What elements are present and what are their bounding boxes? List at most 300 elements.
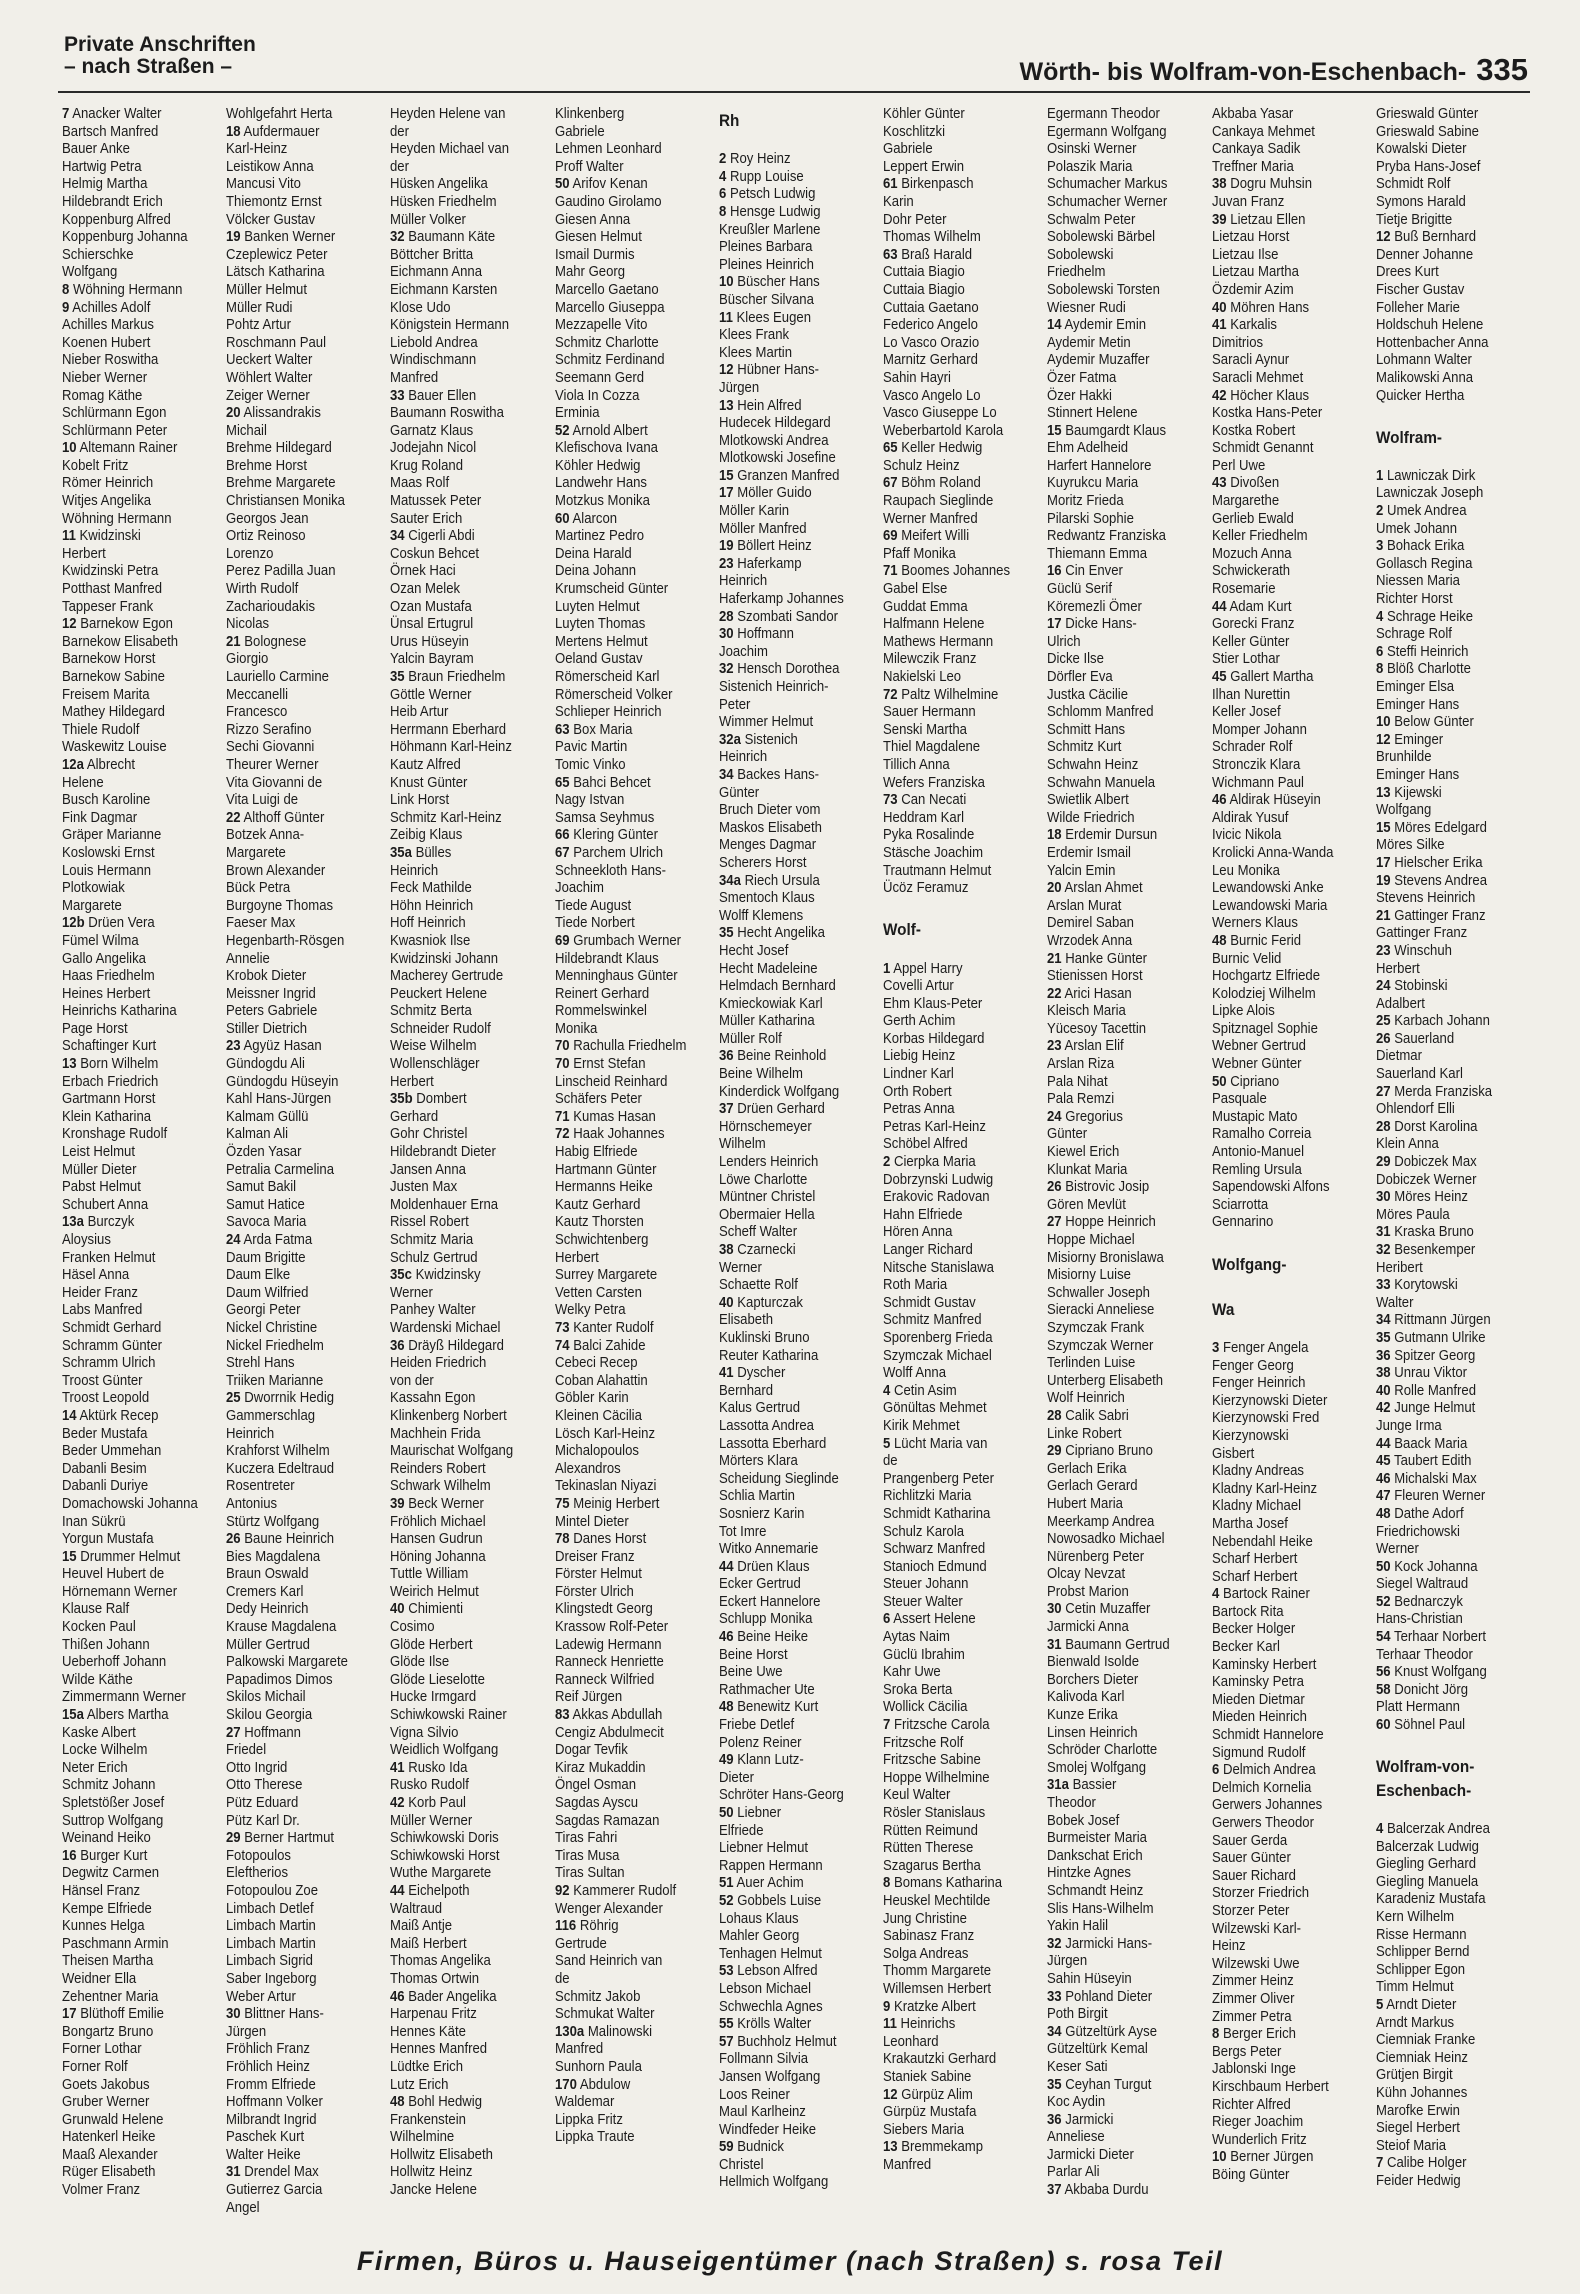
footer-banner: Firmen, Büros u. Hauseigentümer (nach Straßen) s. rosa Teil <box>356 2246 1224 2276</box>
directory-entry: Hochgartz Elfriede <box>1211 968 1320 985</box>
directory-entry: Thißen Johann <box>62 1636 150 1653</box>
directory-entry: Swietlik Albert <box>1047 792 1130 809</box>
directory-entry: 30 Blittner Hans- <box>226 2006 325 2023</box>
directory-entry: Giorgio <box>226 651 269 668</box>
directory-entry: Redwantz Franziska <box>1047 528 1167 545</box>
directory-entry: Ohlendorf Elli <box>1375 1101 1455 1118</box>
directory-entry: Brehme Margarete <box>226 475 336 492</box>
directory-entry: Hören Anna <box>883 1224 953 1241</box>
directory-entry: Hecht Josef <box>718 942 789 959</box>
directory-entry: Glöde Ilse <box>390 1654 450 1671</box>
directory-entry: 71 Boomes Johannes <box>883 563 1011 580</box>
directory-entry: 8 Wöhning Hermann <box>62 281 183 298</box>
house-number: 44 <box>718 1558 734 1575</box>
directory-entry: Gerhard <box>390 1108 439 1125</box>
directory-entry: 6 Petsch Ludwig <box>718 186 816 203</box>
directory-entry: 6 Assert Helene <box>883 1611 976 1628</box>
directory-entry: Müller Katharina <box>718 1013 815 1030</box>
directory-entry: Lohaus Klaus <box>718 1910 799 1927</box>
house-number: 13 <box>62 1056 77 1073</box>
directory-entry: Harpenau Fritz <box>390 2006 478 2023</box>
directory-entry: Friedhelm <box>1047 264 1106 281</box>
directory-entry: Sahin Hayri <box>883 369 952 386</box>
directory-entry: Rizzo Serafino <box>226 721 312 738</box>
directory-entry: Sauer Gerda <box>1211 1832 1287 1849</box>
directory-entry: 15 Baumgardt Klaus <box>1047 422 1167 439</box>
directory-entry: Milewczik Franz <box>883 651 977 668</box>
directory-entry: Windfeder Heike <box>718 2121 816 2138</box>
directory-entry: Peter <box>718 696 751 713</box>
directory-entry: Risse Hermann <box>1375 1926 1467 1943</box>
directory-entry: Czeplewicz Peter <box>226 246 328 263</box>
directory-entry: Heib Artur <box>390 704 449 721</box>
directory-entry: Wilde Käthe <box>62 1671 133 1688</box>
directory-entry: Scheff Walter <box>718 1224 797 1241</box>
directory-entry: Wichmann Paul <box>1211 774 1304 791</box>
directory-entry: Samut Hatice <box>226 1196 306 1213</box>
directory-entry: 52 Gobbels Luise <box>718 1892 822 1909</box>
directory-entry: Schöbel Alfred <box>883 1136 968 1153</box>
directory-entry: Busch Karoline <box>62 792 151 809</box>
directory-entry: Orth Robert <box>883 1083 952 1100</box>
page-number: 335 <box>1476 52 1528 87</box>
directory-entry: Fröhlich Franz <box>226 2041 311 2058</box>
directory-entry: Heinrich <box>226 1425 275 1442</box>
directory-entry: Zeiger Werner <box>226 387 310 404</box>
directory-entry: 57 Buchholz Helmut <box>718 2033 837 2050</box>
house-number: 16 <box>62 1847 77 1864</box>
house-number: 22 <box>1047 985 1062 1002</box>
directory-entry: Weber Artur <box>226 1988 297 2005</box>
directory-entry: 17 Möller Guido <box>718 485 812 502</box>
directory-entry: Antonius <box>226 1495 278 1512</box>
directory-entry: Jablonski Inge <box>1211 2061 1296 2078</box>
directory-entry: Schubert Anna <box>62 1196 149 1213</box>
directory-entry: Luyten Helmut <box>554 598 640 615</box>
directory-entry: Lietzau Martha <box>1211 264 1299 281</box>
directory-entry: Helmdach Bernhard <box>718 978 836 995</box>
directory-entry: Koenen Hubert <box>62 334 151 351</box>
directory-entry: 24 Gregorius <box>1047 1108 1124 1125</box>
house-number: 28 <box>718 608 734 625</box>
spacer <box>719 134 860 152</box>
house-number: 18 <box>1047 827 1062 844</box>
directory-entry: Herbert <box>62 545 106 562</box>
directory-entry: Königstein Hermann <box>390 317 510 334</box>
directory-entry: Ciemniak Franke <box>1375 2032 1476 2049</box>
directory-entry: Theodor <box>1047 1795 1097 1811</box>
directory-entry: 22 Arici Hasan <box>1047 985 1133 1002</box>
house-number: 67 <box>554 844 570 861</box>
directory-entry: Forner Rolf <box>62 2058 128 2075</box>
directory-entry: Sauter Erich <box>390 510 463 527</box>
directory-entry: 63 Box Maria <box>554 721 633 738</box>
directory-entry: Günter <box>1047 1126 1088 1143</box>
directory-entry: Pabst Helmut <box>62 1179 141 1196</box>
directory-entry: Brehme Hildegard <box>226 440 333 457</box>
directory-entry: Page Horst <box>62 1020 128 1037</box>
directory-entry: Akbaba Yasar <box>1211 106 1293 122</box>
house-number: 52 <box>554 422 570 439</box>
directory-entry: 40 Möhren Hans <box>1211 299 1309 316</box>
directory-entry: 46 Beine Heike <box>718 1629 808 1646</box>
house-number: 18 <box>226 123 241 140</box>
directory-entry: 36 Beine Reinhold <box>718 1048 827 1065</box>
directory-entry: Deina Harald <box>554 545 632 562</box>
directory-entry: 170 Abdulow <box>554 2076 630 2093</box>
house-number: 3 <box>1375 538 1384 555</box>
directory-entry: Stanioch Edmund <box>883 1558 987 1575</box>
directory-entry: 21 Hanke Günter <box>1047 950 1148 967</box>
directory-entry: 50 Cipriano <box>1211 1073 1279 1090</box>
directory-entry: Ozan Melek <box>390 581 461 598</box>
directory-entry: Denner Johanne <box>1375 246 1473 263</box>
directory-entry: Covelli Artur <box>883 978 954 995</box>
directory-entry: Zimmer Petra <box>1211 2008 1292 2025</box>
directory-entry: Schmitz Karl-Heinz <box>390 809 503 826</box>
directory-entry: Kempe Elfriede <box>62 1900 152 1917</box>
house-number: 13 <box>1375 784 1391 801</box>
directory-entry: Beine Uwe <box>718 1664 783 1681</box>
directory-entry: 29 Cipriano Bruno <box>1047 1443 1154 1460</box>
directory-entry: Klein Katharina <box>62 1108 152 1125</box>
directory-entry: 12 Buß Bernhard <box>1375 229 1476 246</box>
directory-entry: Wenger Alexander <box>554 1900 663 1917</box>
directory-entry: Keller Günter <box>1211 633 1289 650</box>
directory-entry: 7 Fritzsche Carola <box>883 1717 990 1734</box>
directory-entry: Schwark Wilhelm <box>390 1478 492 1495</box>
directory-entry: Köhler Hedwig <box>554 457 641 474</box>
directory-entry: Thiele Rudolf <box>62 721 140 738</box>
directory-entry: Landwehr Hans <box>554 475 647 492</box>
directory-entry: Heyden Helene van <box>390 106 506 122</box>
house-number: 4 <box>883 1382 891 1399</box>
directory-entry: Müller Rolf <box>718 1030 782 1047</box>
directory-entry: Parlar Ali <box>1047 2164 1100 2181</box>
directory-entry: Egermann Wolfgang <box>1047 123 1167 140</box>
directory-entry: 47 Fleuren Werner <box>1375 1488 1486 1505</box>
directory-entry: Lo Vasco Orazio <box>883 334 980 351</box>
directory-entry: 9 Achilles Adolf <box>62 299 151 316</box>
directory-entry: Wolff Klemens <box>718 907 804 924</box>
directory-entry: Özer Fatma <box>1047 369 1117 386</box>
house-number: 48 <box>718 1699 734 1716</box>
directory-entry: Harfert Hannelore <box>1047 457 1152 474</box>
directory-entry: 1 Appel Harry <box>883 960 963 977</box>
house-number: 6 <box>1375 643 1384 660</box>
spacer <box>1376 1803 1517 1821</box>
directory-entry: Karin <box>883 193 914 210</box>
directory-entry: 52 Bednarczyk <box>1375 1593 1463 1610</box>
house-number: 41 <box>390 1759 406 1776</box>
directory-entry: 35 Hecht Angelika <box>718 925 825 942</box>
directory-entry: Kwidzinski Petra <box>62 563 159 580</box>
directory-entry: Surrey Margarete <box>554 1267 657 1284</box>
directory-entry: Schulz Heinz <box>883 457 960 474</box>
directory-entry: Rommelswinkel <box>554 1003 647 1020</box>
directory-entry: Kleisch Maria <box>1047 1003 1127 1020</box>
directory-entry: Ranneck Wilfried <box>554 1671 654 1688</box>
directory-entry: Wöhlert Walter <box>226 369 313 386</box>
directory-entry: Hennes Käte <box>390 2023 467 2040</box>
directory-entry: Giesen Helmut <box>554 229 642 246</box>
house-number: 1 <box>1375 467 1384 484</box>
directory-entry: 35 Braun Friedhelm <box>390 669 506 685</box>
directory-entry: Böttcher Britta <box>390 246 474 263</box>
spacer <box>1212 1232 1353 1250</box>
directory-entry: Thomm Margarete <box>883 1963 992 1980</box>
house-number: 53 <box>718 1963 734 1980</box>
directory-entry: Herbert <box>1375 960 1420 977</box>
directory-entry: Sunhorn Paula <box>554 2058 642 2075</box>
directory-entry: Adalbert <box>1375 995 1425 1012</box>
directory-entry: Dohr Peter <box>883 211 947 228</box>
directory-entry: Kalivoda Karl <box>1047 1689 1125 1706</box>
directory-entry: Ortiz Reinoso <box>226 528 306 545</box>
directory-entry: Gören Mevlüt <box>1047 1196 1127 1213</box>
directory-entry: Dogar Tevfik <box>554 1742 628 1759</box>
directory-entry: Schierschke <box>62 246 134 263</box>
directory-entry: Polaszik Maria <box>1047 158 1133 175</box>
directory-entry: Schmitz Kurt <box>1047 739 1122 756</box>
directory-column <box>883 106 1024 2224</box>
directory-entry: 20 Alissandrakis <box>226 405 322 422</box>
directory-entry: Follmann Silvia <box>718 2051 808 2068</box>
directory-entry: 12 Barnekow Egon <box>62 616 173 633</box>
directory-entry: Kalmam Güllü <box>226 1108 309 1125</box>
directory-entry: Bienwald Isolde <box>1047 1654 1140 1671</box>
directory-entry: Degwitz Carmen <box>62 1865 160 1882</box>
house-number: 28 <box>1375 1118 1391 1135</box>
directory-entry: 21 Bolognese <box>226 633 307 650</box>
directory-entry: Pavic Martin <box>554 739 627 756</box>
directory-entry: Margarethe <box>1211 493 1279 510</box>
directory-entry: Schumacher Werner <box>1047 193 1168 210</box>
directory-entry: Hörnemann Werner <box>62 1583 178 1600</box>
directory-entry: Wrzodek Anna <box>1047 932 1133 949</box>
directory-entry: Mieden Dietmar <box>1211 1691 1305 1708</box>
directory-entry: Schlürmann Egon <box>62 405 167 422</box>
directory-entry: Giegling Gerhard <box>1375 1856 1476 1873</box>
directory-entry: Gammerschlag <box>226 1407 316 1424</box>
directory-entry: 72 Haak Johannes <box>554 1126 665 1143</box>
directory-entry: Mahr Georg <box>554 264 625 281</box>
directory-entry: Rosentreter <box>226 1478 295 1495</box>
house-number: 23 <box>718 555 734 572</box>
directory-entry: Gündogdu Hüseyin <box>226 1073 339 1090</box>
directory-entry: Lohmann Walter <box>1375 352 1472 369</box>
directory-entry: 16 Burger Kurt <box>62 1847 148 1864</box>
directory-entry: Ilhan Nurettin <box>1211 686 1290 703</box>
directory-entry: Römer Heinrich <box>62 475 154 492</box>
directory-entry: Scharf Herbert <box>1211 1568 1297 1585</box>
directory-entry: Schulz Gertrud <box>390 1249 479 1266</box>
directory-entry: 13a Burczyk <box>62 1214 135 1231</box>
house-number: 34 <box>1047 2023 1062 2040</box>
directory-entry: 42 Junge Helmut <box>1375 1400 1476 1417</box>
directory-entry: 35a Bülles <box>390 844 452 861</box>
house-number: 41 <box>1211 317 1227 334</box>
directory-entry: Staniek Sabine <box>883 2068 972 2085</box>
directory-entry: Seemann Gerd <box>554 369 644 386</box>
directory-entry: Hoffmann Volker <box>226 2094 324 2111</box>
directory-entry: Egermann Theodor <box>1047 106 1161 122</box>
directory-entry: Thomas Angelika <box>390 1953 492 1970</box>
directory-entry: 48 Burnic Ferid <box>1211 932 1301 949</box>
directory-entry: Arslan Riza <box>1047 1056 1115 1073</box>
house-number: 11 <box>718 309 733 326</box>
directory-entry: 15 Granzen Manfred <box>718 467 840 484</box>
directory-entry: Siegel Herbert <box>1375 2120 1460 2137</box>
directory-entry: 10 Büscher Hans <box>718 274 820 291</box>
directory-entry: der <box>390 123 410 140</box>
directory-entry: Brehme Horst <box>226 457 308 474</box>
house-number: 35a <box>390 844 413 861</box>
house-number: 7 <box>62 106 70 122</box>
directory-entry: Koppenburg Johanna <box>62 229 188 246</box>
house-number: 42 <box>390 1795 406 1811</box>
directory-entry: Schwarz Manfred <box>883 1541 986 1558</box>
directory-entry: Eleftherios <box>226 1865 289 1882</box>
directory-entry: Tomic Vinko <box>554 756 626 773</box>
directory-entry: Ozan Mustafa <box>390 598 473 615</box>
directory-entry: Völcker Gustav <box>226 211 316 228</box>
directory-entry: Keul Walter <box>883 1787 951 1804</box>
house-number: 21 <box>1375 907 1391 924</box>
directory-entry: Becker Holger <box>1211 1621 1295 1638</box>
directory-entry: Heinz <box>1211 1938 1246 1955</box>
directory-entry: 43 Divoßen <box>1211 475 1279 492</box>
house-number: 24 <box>226 1232 241 1248</box>
directory-entry: Eminger Hans <box>1375 766 1459 783</box>
directory-entry: Ranneck Henriette <box>554 1654 664 1671</box>
directory-entry: Lüdtke Erich <box>390 2058 464 2075</box>
directory-entry: Stiller Dietrich <box>226 1020 308 1037</box>
directory-entry: Jürgen <box>1047 1953 1088 1970</box>
directory-entry: 74 Balci Zahide <box>554 1337 646 1354</box>
directory-entry: Faeser Max <box>226 915 296 932</box>
directory-entry: 29 Dobiczek Max <box>1375 1154 1477 1171</box>
directory-entry: Fröhlich Michael <box>390 1513 487 1530</box>
directory-entry: Vita Giovanni de <box>226 774 323 791</box>
directory-entry: Bauer Anke <box>62 141 130 158</box>
directory-entry: Mlotkowski Andrea <box>718 432 829 449</box>
directory-entry: 55 Krölls Walter <box>718 2016 812 2033</box>
directory-entry: 49 Klann Lutz- <box>718 1752 804 1769</box>
directory-entry: Maurischat Wolfgang <box>390 1443 514 1460</box>
directory-entry: Rathmacher Ute <box>718 1681 815 1698</box>
house-number: 46 <box>1375 1470 1391 1487</box>
house-number: 40 <box>1211 299 1227 316</box>
house-number: 30 <box>718 626 734 643</box>
house-number: 70 <box>554 1056 570 1073</box>
directory-entry: Kiraz Mukaddin <box>554 1759 646 1776</box>
directory-entry: Gisbert <box>1211 1445 1254 1462</box>
directory-entry: Kocken Paul <box>62 1619 136 1636</box>
directory-entry: Wirth Rudolf <box>226 581 299 598</box>
directory-entry: Dobiczek Werner <box>1375 1171 1477 1188</box>
directory-entry: Kierzynowski <box>1211 1427 1289 1444</box>
directory-entry: Mahler Georg <box>718 1928 800 1945</box>
directory-entry: Schwahn Manuela <box>1047 774 1156 791</box>
directory-entry: Otto Ingrid <box>226 1759 288 1776</box>
house-number: 1 <box>883 960 891 977</box>
directory-entry: 71 Kumas Hasan <box>554 1108 656 1125</box>
directory-entry: Höning Johanna <box>390 1548 487 1565</box>
directory-entry: Erbach Friedrich <box>62 1073 159 1090</box>
directory-entry: 13 Kijewski <box>1375 784 1442 801</box>
directory-entry: 72 Paltz Wilhelmine <box>883 686 999 703</box>
directory-entry: Rösler Stanislaus <box>883 1805 986 1821</box>
spacer <box>1376 450 1517 468</box>
page-header-right <box>1019 52 1528 88</box>
directory-entry: Sand Heinrich van <box>554 1953 662 1970</box>
directory-entry: Ciemniak Heinz <box>1375 2049 1468 2066</box>
directory-entry: Tillich Anna <box>883 756 950 773</box>
house-number: 24 <box>1047 1108 1062 1125</box>
directory-entry: Lietzau Ilse <box>1211 246 1278 263</box>
directory-entry: Labs Manfred <box>62 1302 143 1319</box>
directory-entry: Angel <box>226 2199 260 2216</box>
directory-entry: Schaftinger Kurt <box>62 1038 157 1055</box>
directory-columns <box>62 106 1532 2224</box>
directory-entry: Kaske Albert <box>62 1724 136 1741</box>
directory-entry: Yalcin Bayram <box>390 651 475 668</box>
directory-entry: Schmidt Gerhard <box>62 1319 162 1336</box>
directory-entry: 34 Gützeltürk Ayse <box>1047 2023 1158 2040</box>
house-number: 12 <box>718 362 734 379</box>
directory-entry: Moritz Frieda <box>1047 493 1124 510</box>
directory-entry: Jung Christine <box>883 1910 968 1927</box>
directory-entry: Joachim <box>718 643 768 660</box>
house-number: 29 <box>226 1830 241 1847</box>
house-number: 48 <box>1375 1505 1391 1522</box>
directory-entry: 12 Eminger <box>1375 731 1443 748</box>
directory-entry: 19 Stevens Andrea <box>1375 872 1487 889</box>
directory-entry: Hansen Gudrun <box>390 1531 484 1548</box>
directory-entry: Ücöz Feramuz <box>883 880 969 897</box>
directory-entry: Tietje Brigitte <box>1375 211 1452 228</box>
house-number: 13 <box>718 397 734 414</box>
directory-entry: Oeland Gustav <box>554 651 643 668</box>
directory-entry: Justka Cäcilie <box>1047 686 1129 703</box>
house-number: 11 <box>883 2016 898 2033</box>
directory-entry: Matussek Peter <box>390 493 482 510</box>
directory-entry: 17 Blüthoff Emilie <box>62 2006 164 2023</box>
directory-entry: Panhey Walter <box>390 1302 477 1319</box>
directory-entry: 22 Althoff Günter <box>226 809 325 826</box>
directory-entry: 19 Böllert Heinz <box>718 538 812 555</box>
directory-entry: Mozuch Anna <box>1211 545 1292 562</box>
directory-entry: Lewandowski Anke <box>1211 880 1324 897</box>
directory-entry: 18 Aufdermauer <box>226 123 320 140</box>
directory-entry: Schlipper Bernd <box>1375 1944 1470 1961</box>
directory-entry: Kahl Hans-Jürgen <box>226 1091 332 1108</box>
directory-entry: Obermaier Hella <box>718 1206 815 1223</box>
directory-entry: 18 Erdemir Dursun <box>1047 827 1158 844</box>
directory-entry: Meccanelli <box>226 686 289 703</box>
directory-entry: Kostka Robert <box>1211 422 1295 439</box>
directory-entry: Jansen Anna <box>390 1161 467 1178</box>
house-number: 59 <box>718 2139 734 2156</box>
directory-entry: Georgos Jean <box>226 510 309 527</box>
directory-entry: 35 Ceyhan Turgut <box>1047 2076 1152 2093</box>
directory-entry: 67 Parchem Ulrich <box>554 844 663 861</box>
spacer <box>883 898 1024 916</box>
directory-entry: Schmidt Gustav <box>883 1294 976 1311</box>
directory-entry: 42 Höcher Klaus <box>1211 387 1309 404</box>
directory-entry: Rosemarie <box>1211 581 1276 598</box>
